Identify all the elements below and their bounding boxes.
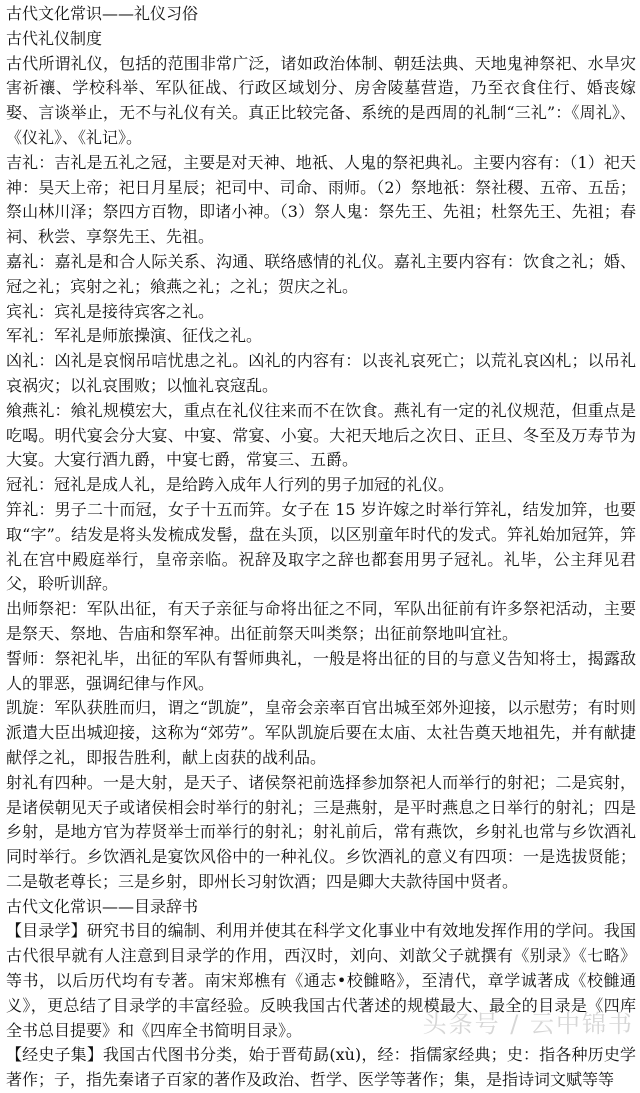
section-title-catalog: 古代文化常识——目录辞书 xyxy=(6,896,199,916)
paragraph-shishi: 誓师：祭祀礼毕，出征的军队有誓师典礼，一般是将出征的目的与意义告知将士，揭露敌人的罪恶，强调纪律与作风。 xyxy=(6,648,636,693)
paragraph-xiangyanli: 飨燕礼：飨礼规模宏大，重点在礼仪往来而不在饮食。燕礼有一定的礼仪规范，但重点是吃喝。明代宴会分大宴、中宴、常宴、小宴。大祀天地后之次日、正旦、冬至及万寿节为大宴。大宴行酒九爵，中宴七爵，常宴三、五爵。 xyxy=(6,400,636,470)
paragraph-guanli: 冠礼：冠礼是成人礼，是给跨入成年人行列的男子加冠的礼仪。 xyxy=(6,475,455,495)
paragraph-jiali: 嘉礼：嘉礼是和合人际关系、沟通、联络感情的礼仪。嘉礼主要内容有：饮食之礼；婚、冠之礼；宾射之礼；飨燕之礼；之礼；贺庆之礼。 xyxy=(6,251,636,296)
paragraph-binli: 宾礼：宾礼是接待宾客之礼。 xyxy=(6,301,215,321)
paragraph-sheli: 射礼有四种。一是大射，是天子、诸侯祭祀前选择参加祭祀人而举行的射祀；二是宾射，是诸侯朝见天子或诸侯相会时举行的射礼；三是燕射，是平时燕息之日举行的射礼；四是乡射，是地方官为荐贤举士而举行的射礼；射礼前后，常有燕饮，乡射礼也常与乡饮酒礼同时举行。乡饮酒礼是宴饮风俗中的一种礼仪。乡饮酒礼的意义有四项：一是选拔贤能；二是敬老尊长；三是乡射，即州长习射饮酒；四是卿大夫款待国中贤者。 xyxy=(6,772,636,891)
paragraph-jili: 吉礼：吉礼是五礼之冠，主要是对天神、地祇、人鬼的祭祀典礼。主要内容有：（1）祀天神：昊天上帝；祀日月星辰；祀司中、司命、雨师。（2）祭地祇：祭社稷、五帝、五岳；祭山林川泽；祭四方百物，即诸小神。（3）祭人鬼：祭先王、先祖；杜祭先王、先祖；春祠、秋尝、享祭先王、先祖。 xyxy=(6,152,636,247)
section-title-etiquette: 古代文化常识——礼仪习俗 xyxy=(6,4,199,23)
paragraph-junli: 军礼：军礼是师旅操演、征伐之礼。 xyxy=(6,326,263,346)
paragraph-jing-shi-zi-ji: 【经史子集】我国古代图书分类，始于晋荀勗(xù)，经：指儒家经典；史：指各种历史学著作；子，指先秦诸子百家的著作及政治、哲学、医学等著作；集，是指诗词文赋等等 xyxy=(6,1045,636,1090)
paragraph-xiongli: 凶礼：凶礼是哀悯吊唁忧患之礼。凶礼的内容有：以丧礼哀死亡；以荒礼哀凶札；以吊礼哀祸灾；以礼哀围败；以恤礼哀寇乱。 xyxy=(6,351,636,395)
paragraph-intro: 古代所谓礼仪，包括的范围非常广泛，诸如政治体制、朝廷法典、天地鬼神祭祀、水旱灾害祈禳、学校科举、军队征战、行政区域划分、房舍陵墓营造，乃至衣食住行、婚丧嫁娶、言谈举止，无不与礼仪有关。真正比较完备、系统的是西周的礼制“三礼”：《周礼》、《仪礼》、《礼记》。 xyxy=(6,53,636,147)
paragraph-chushi-jisi: 出师祭祀：军队出征，有天子亲征与命将出征之不同，军队出征前有许多祭祀活动，主要是祭天、祭地、告庙和祭军神。出征前祭天叫类祭；出征前祭地叫宜社。 xyxy=(6,599,636,643)
paragraph-kaixuan: 凯旋：军队获胜而归，谓之“凯旋”，皇帝会亲率百官出城至郊外迎接，以示慰劳；有时则派遣大臣出城迎接，这称为“郊劳”。军队凯旋后要在太庙、太社告奠天地祖先，并有献捷献俘之礼，即报告胜利，献上卤获的战利品。 xyxy=(6,698,636,767)
section-subtitle-etiquette-system: 古代礼仪制度 xyxy=(6,28,103,48)
paragraph-jili-hairpin: 笄礼：男子二十而冠，女子十五而笄。女子在 15 岁许嫁之时举行笄礼，结发加笄，也要取“字”。结发是将头发梳成发髻，盘在头顶，以区别童年时代的发式。笄礼始加冠笄，笄礼在宫中殿庭举行，皇帝亲临。祝辞及取字之辞也都套用男子冠礼。礼毕，公主拜见君父，聆听训辞。 xyxy=(6,499,636,594)
watermark-text: 头条号 / 云中锦书 xyxy=(422,1010,634,1038)
paragraph-mulu-xue: 【目录学】研究书目的编制、利用并使其在科学文化事业中有效地发挥作用的学问。我国古代很早就有人注意到目录学的作用，西汉时，刘向、刘歆父子就撰有《别录》《七略》等书，以后历代均有专著。南宋郑樵有《通志•校雠略》，至清代，章学诚著成《校雠通义》，更总结了目录学的丰富经验。反映我国古代著述的规模最大、最全的目录是《四库全书总目提要》和《四库全书简明目录》。 xyxy=(6,921,636,1040)
